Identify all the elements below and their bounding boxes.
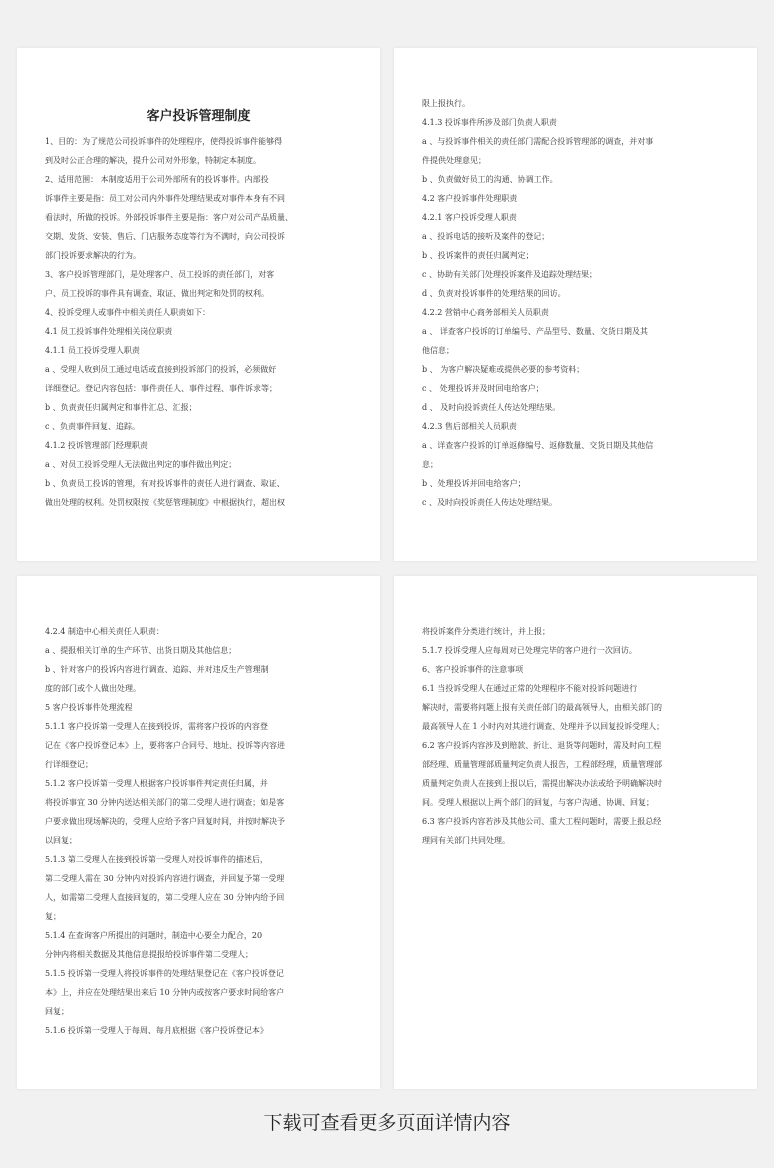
text-line: a 、与投诉事件相关的责任部门需配合投诉管理部的调查，并对事 <box>422 137 654 146</box>
text-line: c 、协助有关部门处理投诉案件及追踪处理结果； <box>422 270 598 279</box>
text-line: 人，如需第二受理人直接回复的，第二受理人应在 30 分钟内给予回 <box>45 893 285 902</box>
text-line: a 、受理人收到员工通过电话或直接到投诉部门的投诉，必须做好 <box>45 365 277 374</box>
text-line: 度的部门或个人做出处理。 <box>45 684 141 693</box>
document-page-4 <box>394 576 757 1089</box>
document-page-3 <box>17 576 380 1089</box>
text-line: 6.3 客户投诉内容若涉及其他公司、重大工程问题时，需要上报总经 <box>422 817 662 826</box>
text-line: 4.2.1 客户投诉受理人职责 <box>422 213 517 222</box>
text-line: 诉事件主要是指：员工对公司内外事件处理结果或对事件本身有不同 <box>45 194 285 203</box>
text-line: 4.1.2 投诉管理部门经理职责 <box>45 441 148 450</box>
page-2-text <box>422 94 729 512</box>
text-line: c 、 处理投诉并及时回电给客户； <box>422 384 544 393</box>
text-line: 看法时，所做的投诉。外部投诉事件主要是指：客户对公司产品质量、 <box>45 213 293 222</box>
text-line: 详细登记。登记内容包括：事件责任人、事件过程、事件诉求等； <box>45 384 277 393</box>
text-line: a 、详查客户投诉的订单返修编号、返修数量、交货日期及其他信 <box>422 441 654 450</box>
text-line: 以回复； <box>45 836 77 845</box>
text-line: c 、负责事件回复、追踪。 <box>45 422 141 431</box>
text-line: 4.2.3 售后部相关人员职责 <box>422 422 517 431</box>
text-line: 解决时，需要将问题上报有关责任部门的最高领导人，由相关部门的 <box>422 703 662 712</box>
text-line: 4.1.1 员工投诉受理人职责 <box>45 346 140 355</box>
text-line: 5.1.7 投诉受理人应每周对已处理完毕的客户进行一次回访。 <box>422 646 637 655</box>
text-line: 6、客户投诉事件的注意事项 <box>422 665 524 674</box>
text-line: 质量判定负责人在接到上报以后，需提出解决办法或给予明确解决时 <box>422 779 662 788</box>
text-line: 5.1.1 客户投诉第一受理人在接到投诉，需将客户投诉的内容登 <box>45 722 268 731</box>
text-line: a 、 详查客户投诉的订单编号、产品型号、数量、交货日期及其 <box>422 327 648 336</box>
text-line: 3、客户投诉管理部门，是处理客户、员工投诉的责任部门，对客 <box>45 270 275 279</box>
text-line: 4.2.2 营销中心商务部相关人员职责 <box>422 308 549 317</box>
text-line: a 、提报相关订单的生产环节、出货日期及其他信息； <box>45 646 237 655</box>
text-line: 5.1.6 投诉第一受理人于每周、每月底根据《客户投诉登记本》 <box>45 1026 268 1035</box>
text-line: 6.1 当投诉受理人在通过正常的处理程序不能对投诉问题进行 <box>422 684 638 693</box>
text-line: c 、及时向投诉责任人传达处理结果。 <box>422 498 558 507</box>
text-line: 第二受理人需在 30 分钟内对投诉内容进行调查，并回复予第一受理 <box>45 874 285 883</box>
text-line: 复； <box>45 912 61 921</box>
text-line: 4.1.3 投诉事件所涉及部门负责人职责 <box>422 118 557 127</box>
text-line: 5 客户投诉事件处理流程 <box>45 703 133 712</box>
text-line: 记在《客户投诉登记本》上，要将客户合同号、地址、投诉等内容进 <box>45 741 285 750</box>
text-line: 户要求做出现场解决的，受理人应给予客户回复时间，并按时解决予 <box>45 817 285 826</box>
text-line: 本》上，并应在处理结果出来后 10 分钟内或按客户要求时间给客户 <box>45 988 285 997</box>
text-line: a 、对员工投诉受理人无法做出判定的事件做出判定； <box>45 460 237 469</box>
document-title: 客户投诉管理制度 <box>146 109 251 124</box>
text-line: a 、投诉电话的接听及案件的登记； <box>422 232 550 241</box>
text-line: 分钟内将相关数据及其他信息提报给投诉事件第二受理人； <box>45 950 253 959</box>
page-4-text <box>422 622 729 850</box>
text-line: 息； <box>422 460 438 469</box>
text-line: 他信息； <box>422 346 454 355</box>
text-line: 5.1.3 第二受理人在接到投诉第一受理人对投诉事件的描述后， <box>45 855 268 864</box>
text-line: 4、投诉受理人或事件中相关责任人职责如下： <box>45 308 211 317</box>
text-line: 5.1.4 在查询客户所提出的问题时，制造中心要全力配合，20 <box>45 931 263 940</box>
text-line: 间。受理人根据以上两个部门的回复，与客户沟通、协调、回复； <box>422 798 654 807</box>
document-page-2 <box>394 48 757 561</box>
document-page-1 <box>17 48 380 561</box>
text-line: 最高领导人在 1 小时内对其进行调查、处理并予以回复投诉受理人； <box>422 722 665 731</box>
page-1-text <box>45 132 352 512</box>
text-line: 限上报执行。 <box>422 99 470 108</box>
text-line: 做出处理的权利。处罚权限按《奖惩管理制度》中根据执行，超出权 <box>45 498 285 507</box>
text-line: 行详细登记； <box>45 760 93 769</box>
text-line: 件提供处理意见； <box>422 156 486 165</box>
text-line: 部经理、质量管理部质量判定负责人报告，工程部经理，质量管理部 <box>422 760 662 769</box>
text-line: d 、 及时向投诉责任人传达处理结果。 <box>422 403 561 412</box>
text-line: 部门投诉要求解决的行为。 <box>45 251 141 260</box>
text-line: 2、适用范围： 本制度适用于公司外部所有的投诉事件。内部投 <box>45 175 269 184</box>
text-line: 将投诉案件分类进行统计，并上报； <box>422 627 550 636</box>
text-line: b 、 为客户解决疑难或提供必要的参考资料； <box>422 365 585 374</box>
text-line: 4.1 员工投诉事件处理相关岗位职责 <box>45 327 173 336</box>
text-line: b 、负责做好员工的沟通、协调工作。 <box>422 175 558 184</box>
text-line: 交期、发货、安装、售后、门店服务态度等行为不满时，向公司投诉 <box>45 232 285 241</box>
text-line: 理同有关部门共同处理。 <box>422 836 510 845</box>
text-line: b 、处理投诉并回电给客户； <box>422 479 526 488</box>
text-line: b 、针对客户的投诉内容进行调查、追踪、并对违反生产管理制 <box>45 665 269 674</box>
text-line: 5.1.5 投诉第一受理人将投诉事件的处理结果登记在《客户投诉登记 <box>45 969 284 978</box>
text-line: 回复； <box>45 1007 69 1016</box>
text-line: 1、目的：为了规范公司投诉事件的处理程序，使得投诉事件能够得 <box>45 137 283 146</box>
download-more-link[interactable]: 下载可查看更多页面详情内容 <box>263 1112 511 1134</box>
text-line: b 、负责员工投诉的管理，有对投诉事件的责任人进行调查、取证、 <box>45 479 285 488</box>
text-line: b 、负责责任归属判定和事件汇总、汇报； <box>45 403 197 412</box>
page-3-text <box>45 622 352 1040</box>
text-line: 5.1.2 客户投诉第一受理人根据客户投诉事件判定责任归属，并 <box>45 779 268 788</box>
text-line: 6.2 客户投诉内容涉及到赔款、折让、退货等问题时，需及时向工程 <box>422 741 662 750</box>
text-line: d 、负责对投诉事件的处理结果的回访。 <box>422 289 566 298</box>
text-line: 4.2 客户投诉事件处理职责 <box>422 194 518 203</box>
text-line: 4.2.4 制造中心相关责任人职责： <box>45 627 164 636</box>
text-line: b 、投诉案件的责任归属判定； <box>422 251 534 260</box>
text-line: 到及时公正合理的解决，提升公司对外形象，特制定本制度。 <box>45 156 261 165</box>
text-line: 将投诉事宜 30 分钟内送达相关部门的第二受理人进行调查；如是客 <box>45 798 285 807</box>
text-line: 户、员工投诉的事件具有调查、取证、做出判定和处罚的权利。 <box>45 289 269 298</box>
